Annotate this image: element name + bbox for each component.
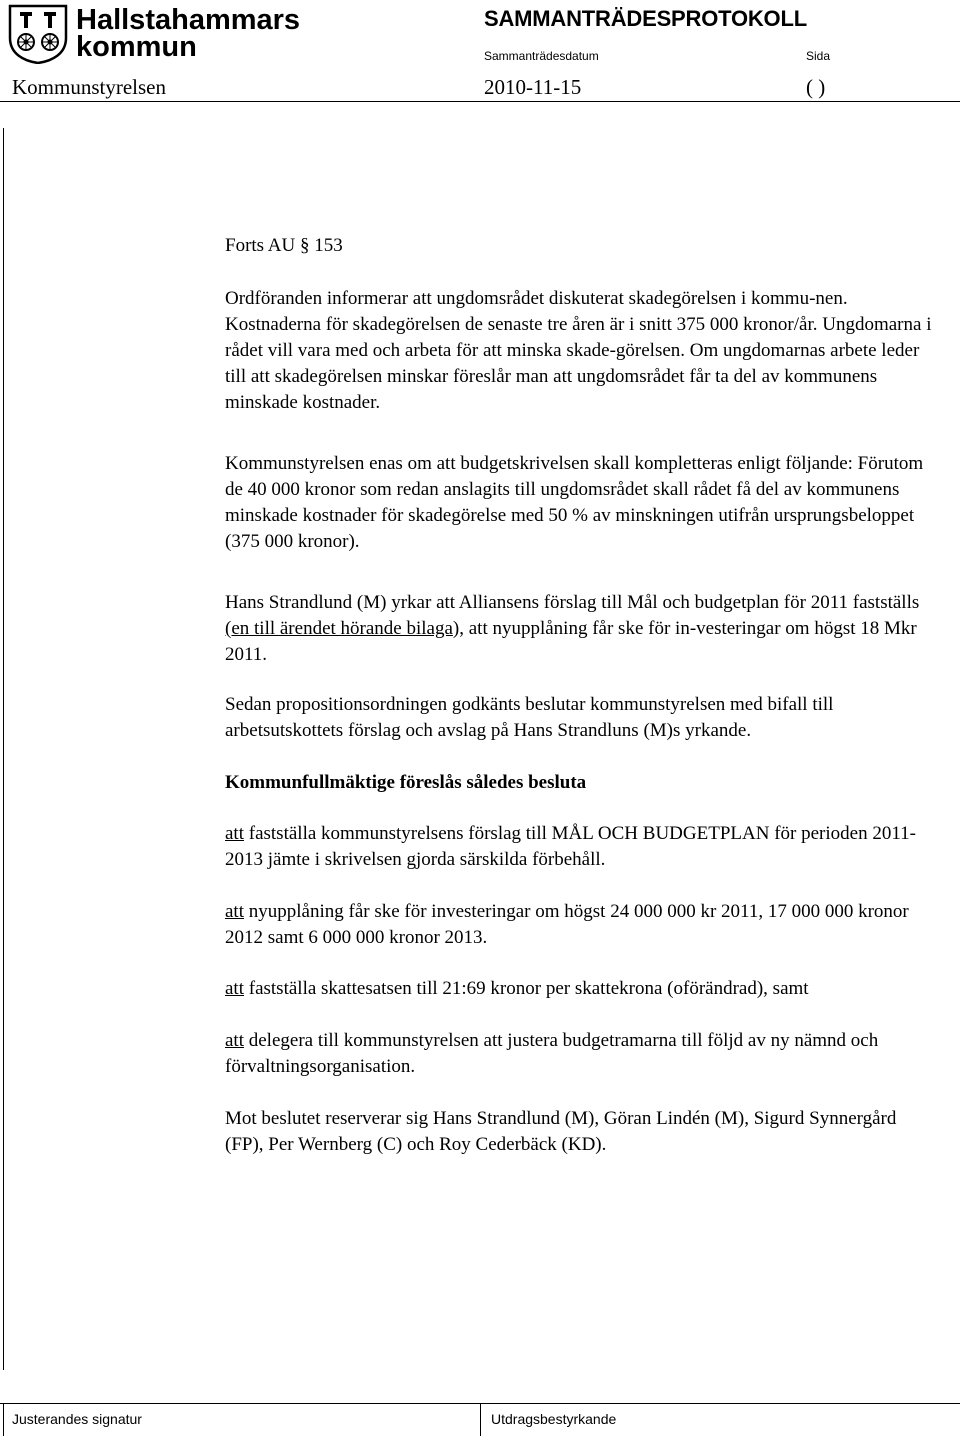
- att-keyword: att: [225, 1030, 244, 1051]
- decision-item: [225, 976, 935, 1002]
- meeting-date: 2010-11-15: [484, 75, 582, 99]
- paragraph-3: [225, 590, 935, 668]
- section-reference: Forts AU § 153: [225, 235, 343, 256]
- footer-separator: [3, 1404, 4, 1436]
- paragraph-4-text: Sedan propositionsordningen godkänts beslutar kommunstyrelsen med bifall till arbetsutskottets förslag och avslag på Hans Strandluns (M)s yrkande.: [225, 694, 834, 741]
- decision-text: nyupplåning får ske för investeringar om högst 24 000 000 kr 2011, 17 000 000 kronor 2012 samt 6 000 000 kronor 2013.: [225, 901, 909, 948]
- att-keyword: att: [225, 823, 244, 844]
- decision-item: [225, 899, 935, 951]
- logo-text-line1: Hallstahammars: [76, 4, 301, 36]
- decision-item: [225, 1028, 935, 1080]
- municipality-logo: [8, 4, 301, 64]
- document-type-title: SAMMANTRÄDESPROTOKOLL: [484, 6, 807, 31]
- decision-text: fastställa skattesatsen till 21:69 kronor per skattekrona (oförändrad), samt: [244, 978, 809, 999]
- att-keyword: att: [225, 901, 244, 922]
- paragraph-4: [225, 692, 935, 744]
- page-number: ( ): [806, 75, 826, 99]
- paragraph-1: [225, 286, 935, 416]
- paragraph-3-text-a: Hans Strandlund (M) yrkar att Alliansens förslag till Mål och budgetplan för 2011 fastställs: [225, 592, 920, 613]
- paragraph-1-text: Ordföranden informerar att ungdomsrådet diskuterat skadegörelsen i kommu-nen. Kostnaderna för skadegörelsen de senaste tre åren är i snitt 375 000 kronor/år. Ungdomarna i rådet vill vara med och arbeta för att minska skade-görelsen. Om ungdomarnas arbete leder till att skadegörelsen minskar föreslår man att ungdomsrådet får ta del av kommunens minskade kostnader.: [225, 288, 932, 413]
- decision-heading: Kommunfullmäktige föreslås således besluta: [225, 772, 587, 793]
- decision-text: delegera till kommunstyrelsen att justera budgetramarna till följd av ny nämnd och förvaltningsorganisation.: [225, 1030, 879, 1077]
- coat-of-arms-icon: [8, 4, 70, 64]
- reservation-text: Mot beslutet reserverar sig Hans Strandlund (M), Göran Lindén (M), Sigurd Synnergård (FP), Per Wernberg (C) och Roy Cederbäck (KD).: [225, 1108, 897, 1155]
- decision-item: [225, 821, 935, 873]
- reservation-paragraph: [225, 1106, 935, 1158]
- header-divider: [0, 101, 960, 102]
- att-keyword: att: [225, 978, 244, 999]
- paragraph-2-text: Kommunstyrelsen enas om att budgetskrivelsen skall kompletteras enligt följande: Förutom de 40 000 kronor som redan anslagits till ungdomsrådet skall rådet få del av kommunens minskade kostnader för skadegörelse med 50 % av minskningen utifrån ursprungsbeloppet (375 000 kronor).: [225, 453, 924, 552]
- logo-text-line2: kommun: [76, 31, 197, 63]
- signature-label: Justerandes signatur: [12, 1411, 142, 1427]
- decision-text: fastställa kommunstyrelsens förslag till MÅL OCH BUDGETPLAN för perioden 2011-2013 jämte i skrivelsen gjorda särskilda förbehåll.: [225, 823, 916, 870]
- extract-certification-label: Utdragsbestyrkande: [491, 1411, 617, 1427]
- committee-name: Kommunstyrelsen: [12, 75, 166, 99]
- page-label: Sida: [806, 49, 831, 63]
- meeting-date-label: Sammanträdesdatum: [484, 49, 599, 63]
- paragraph-2: [225, 451, 935, 555]
- paragraph-3-text-b: ), att nyupplåning får ske för in-vesteringar om högst 18 Mkr 2011.: [225, 618, 917, 665]
- left-margin-line: [3, 128, 4, 1370]
- footer-separator: [480, 1404, 481, 1436]
- attachment-reference: (en till ärendet hörande bilaga: [225, 618, 453, 639]
